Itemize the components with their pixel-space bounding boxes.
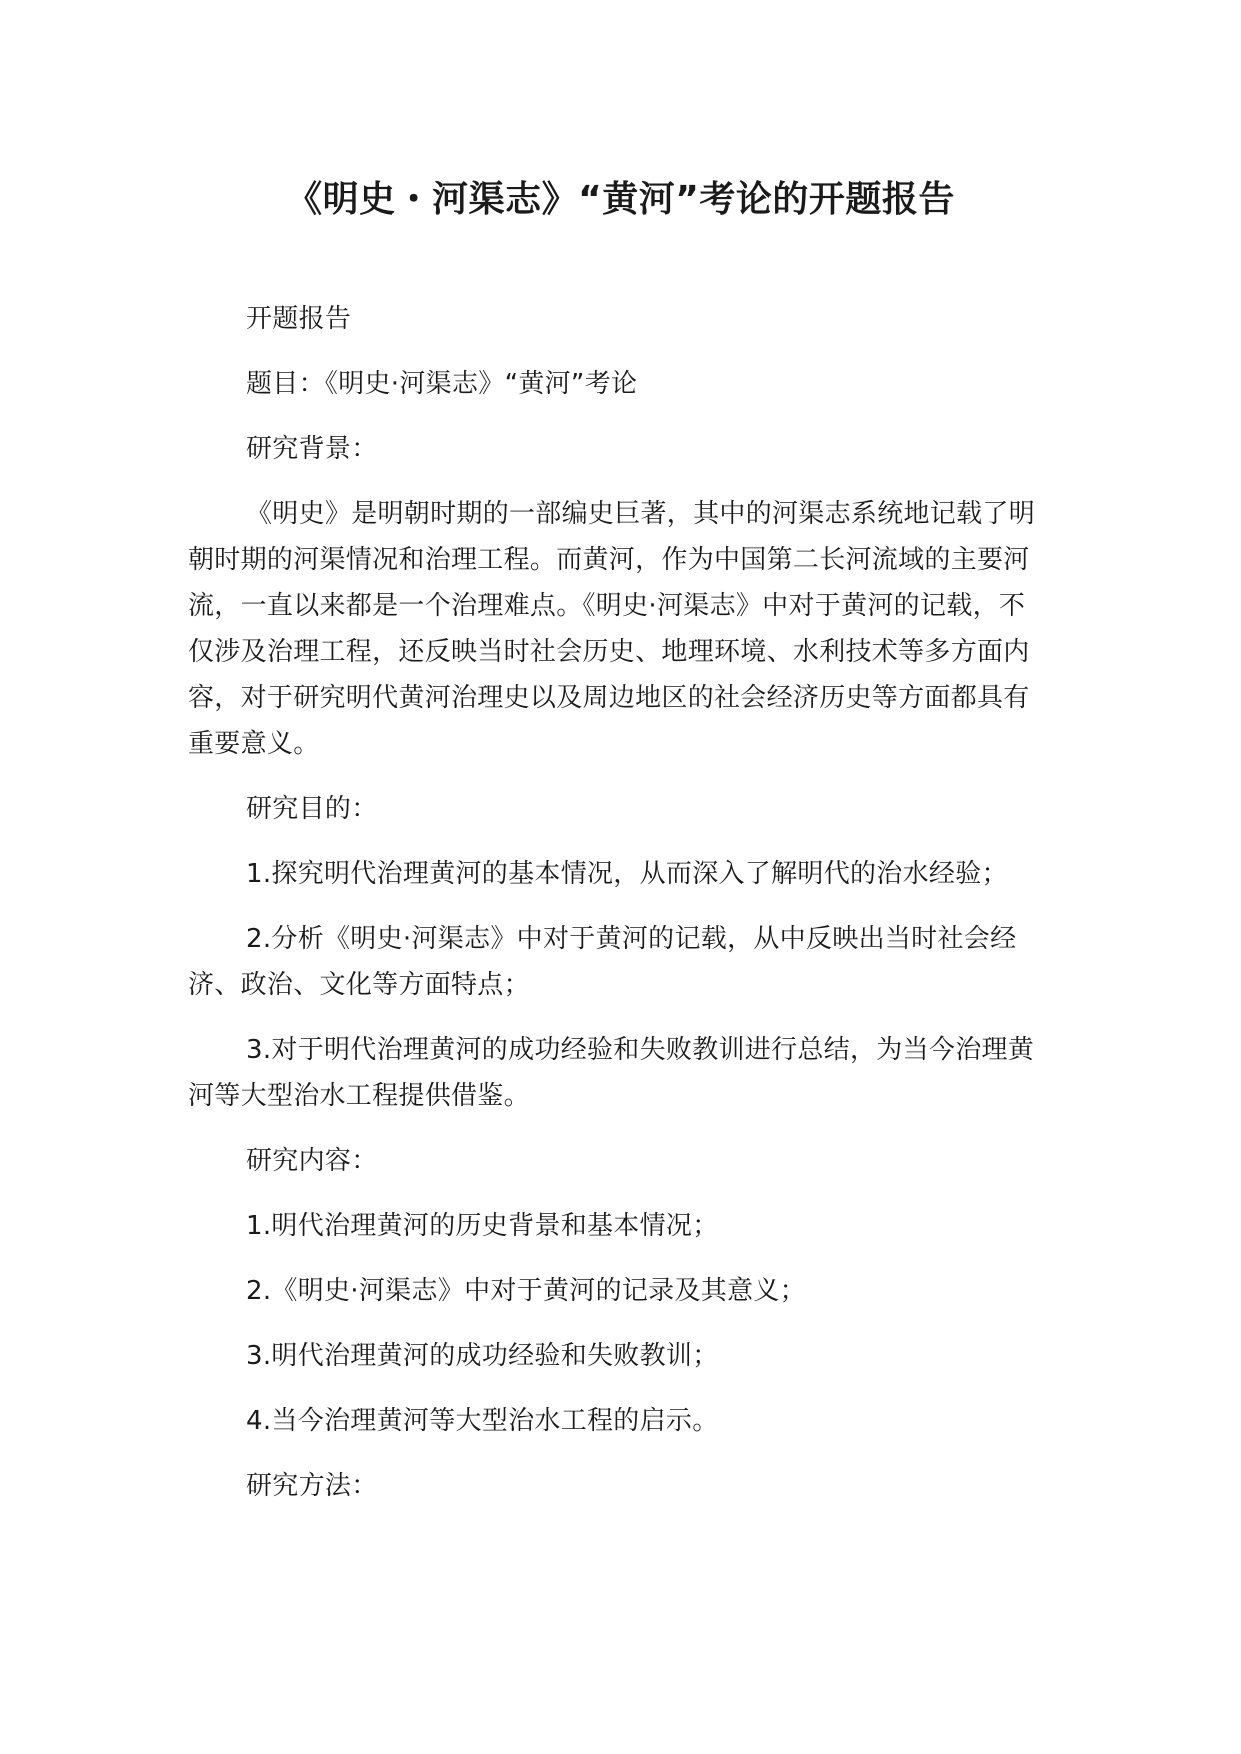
heading-method: 研究方法：: [246, 1471, 378, 1501]
purpose-item-2: 2.分析《明史·河渠志》中对于黄河的记载，从中反映出当时社会经济、政治、文化等方面特点；: [188, 924, 1017, 1000]
heading-purpose: 研究目的：: [246, 794, 378, 824]
heading-background: 研究背景：: [246, 434, 378, 464]
content-item-3: 3.明代治理黄河的成功经验和失败教训；: [246, 1341, 719, 1371]
content-item-1: 1.明代治理黄河的历史背景和基本情况；: [246, 1211, 719, 1241]
document-body: [188, 296, 1040, 1528]
document-title: 《明史・河渠志》“黄河”考论的开题报告: [286, 179, 955, 220]
content-item-2: 2.《明史·河渠志》中对于黄河的记录及其意义；: [246, 1276, 806, 1306]
paragraph-background: 《明史》是明朝时期的一部编史巨著，其中的河渠志系统地记载了明朝时期的河渠情况和治理工程。而黄河，作为中国第二长河流域的主要河流，一直以来都是一个治理难点。《明史·河渠志》中对于黄河的记载，不仅涉及治理工程，还反映当时社会历史、地理环境、水利技术等多方面内容，对于研究明代黄河治理史以及周边地区的社会经济历史等方面都具有重要意义。: [188, 499, 1036, 759]
label-report: 开题报告: [246, 304, 352, 334]
purpose-item-1: 1.探究明代治理黄河的基本情况，从而深入了解明代的治水经验；: [246, 859, 1008, 889]
heading-content: 研究内容：: [246, 1146, 378, 1176]
content-item-4: 4.当今治理黄河等大型治水工程的启示。: [246, 1406, 719, 1436]
topic-line: 题目：《明史·河渠志》“黄河”考论: [246, 369, 638, 399]
purpose-item-3: 3.对于明代治理黄河的成功经验和失败教训进行总结，为当今治理黄河等大型治水工程提供借鉴。: [188, 1035, 1035, 1111]
